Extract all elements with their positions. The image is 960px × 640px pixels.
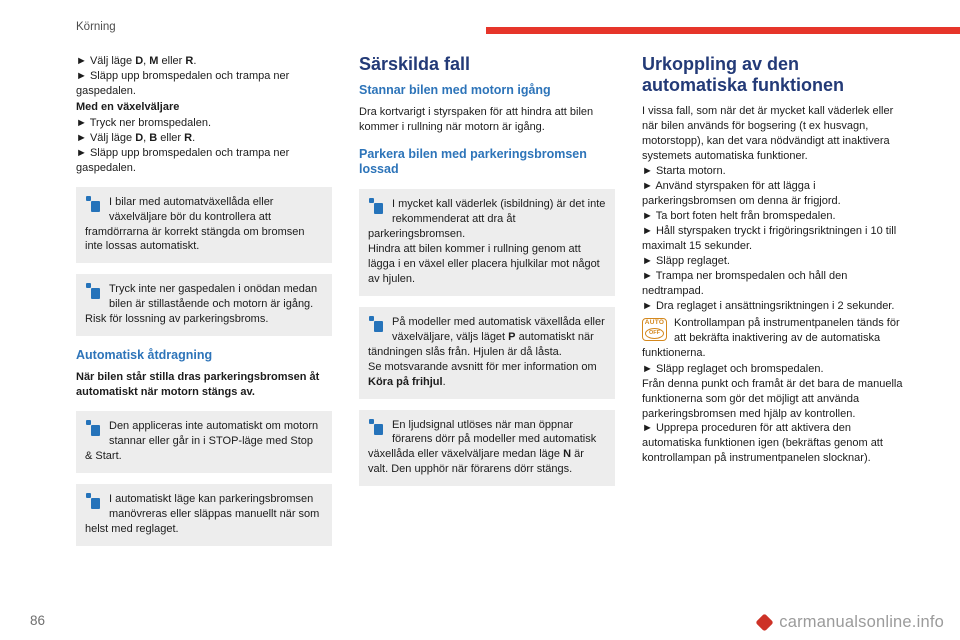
info-text: En ljudsignal utlöses när man öppnar förarens dörr på modeller med automatisk växellåda eller växelväljare medan läge N är valt. Den upphör när förarens dörr stängs. [368, 418, 597, 476]
info-text: Den appliceras inte automatiskt om motorn stannar eller går in i STOP-läge med Stop & Start. [85, 419, 319, 462]
info-icon [86, 196, 101, 213]
info-icon [86, 283, 101, 300]
column-1 [76, 54, 332, 557]
column-2 [359, 54, 615, 557]
step-line: ► Ta bort foten helt från bromspedalen. [642, 210, 836, 223]
info-text: I mycket kall väderlek (isbildning) är det inte rekommenderat att dra åt parkeringsbromsen. Hindra att bilen kommer i rullning genom att lägga i en växel eller placera hjulkilar mot något av hjulen. [368, 198, 606, 285]
section-heading-urkoppling: Urkoppling av den automatiska funktionen [642, 54, 845, 96]
column-3 [642, 54, 905, 557]
info-icon [369, 198, 384, 215]
accent-bar [486, 27, 960, 34]
info-icon [369, 316, 384, 333]
watermark [758, 613, 944, 632]
step-line: ► Välj läge D, M eller R. [76, 55, 197, 67]
indicator-note [642, 316, 905, 361]
step-line: ► Släpp reglaget. [642, 255, 730, 267]
info-icon [86, 420, 101, 437]
info-text: I automatiskt läge kan parkeringsbromsen manövreras eller släppas manuellt när som helst med reglaget. [85, 492, 320, 535]
bold-paragraph: När bilen står stilla dras parkeringsbromsen åt automatiskt när motorn stängs av. [76, 370, 320, 398]
info-text: Tryck inte ner gaspedalen i onödan medan bilen är stillastående och motorn är igång. Risk för lossning av parkeringsbroms. [85, 283, 318, 326]
step-line: ► Släpp reglaget och bromspedalen. [642, 362, 824, 375]
section-heading-sarskilda-fall: Särskilda fall [359, 54, 471, 74]
paragraph: Från denna punkt och framåt är det bara de manuella funktionerna som gör det möjligt att använda parkeringsbromsen med hjälp av kontrollen. [642, 377, 903, 420]
info-icon [86, 493, 101, 510]
step-line: ► Välj läge D, B eller R. [76, 131, 196, 144]
info-box [76, 484, 332, 546]
sub-heading-stannar-bilen: Stannar bilen med motorn igång [359, 83, 551, 98]
inline-subtitle: Med en växelväljare [76, 100, 180, 113]
info-text: I bilar med automatväxellåda eller växelväljare bör du kontrollera att framdörrarna är korrekt stängda om bromsen inte lossas automatiskt. [85, 195, 305, 253]
info-box [76, 187, 332, 264]
step-line: ► Tryck ner bromspedalen. [76, 116, 211, 129]
step-line: ► Håll styrspaken tryckt i frigöringsriktningen i 10 till maximalt 15 sekunder. [642, 225, 897, 253]
step-line: ► Använd styrspaken för att lägga i parkeringsbromsen om denna är frigjord. [642, 180, 841, 208]
step-line: ► Släpp upp bromspedalen och trampa ner gaspedalen. [76, 146, 290, 174]
indicator-text: Kontrollampan på instrumentpanelen tänds för att bekräfta inaktivering av de automatiska funktionerna. [642, 316, 900, 359]
watermark-logo-icon [756, 613, 774, 631]
step-line: ► Trampa ner bromspedalen och håll den nedtrampad. [642, 269, 848, 297]
sub-heading-parkera-bilen: Parkera bilen med parkeringsbromsen lossad [359, 146, 587, 177]
info-box [359, 189, 615, 296]
auto-off-indicator-icon: AUTO OFF [642, 318, 667, 341]
info-box [359, 307, 615, 399]
page-number: 86 [30, 613, 46, 628]
info-box [76, 274, 332, 336]
step-line: ► Dra reglaget i ansättningsriktningen i 2 sekunder. [642, 299, 895, 312]
info-text: På modeller med automatisk växellåda eller växelväljare, väljs läget P automatiskt när tändningen slås från. Hjulen är då låsta. Se motsvarande avsnitt för mer information om Köra på frihjul. [368, 315, 605, 388]
step-line: ► Upprepa proceduren för att aktivera den automatiska funktionen igen (bekräftas genom att kontrollampan på instrumentpanelen slocknar). [642, 422, 883, 465]
info-icon [369, 419, 384, 436]
step-line: ► Starta motorn. [642, 165, 726, 178]
paragraph: Dra kortvarigt i styrspaken för att hindra att bilen kommer i rullning när motorn är igång. [359, 105, 594, 133]
watermark-text: carmanualsonline.info [779, 613, 944, 631]
info-box [76, 411, 332, 473]
info-box [359, 410, 615, 487]
sub-heading-automatisk-atdragning: Automatisk åtdragning [76, 348, 213, 363]
running-header: Körning [76, 21, 116, 33]
step-line: ► Släpp upp bromspedalen och trampa ner gaspedalen. [76, 69, 290, 97]
content-columns [76, 54, 905, 557]
paragraph: I vissa fall, som när det är mycket kall väderlek eller när bilen används för bogsering (t ex husvagn, motorstopp), kan det vara nödvändigt att inaktivera systemets automatiska funktioner. [642, 105, 894, 163]
